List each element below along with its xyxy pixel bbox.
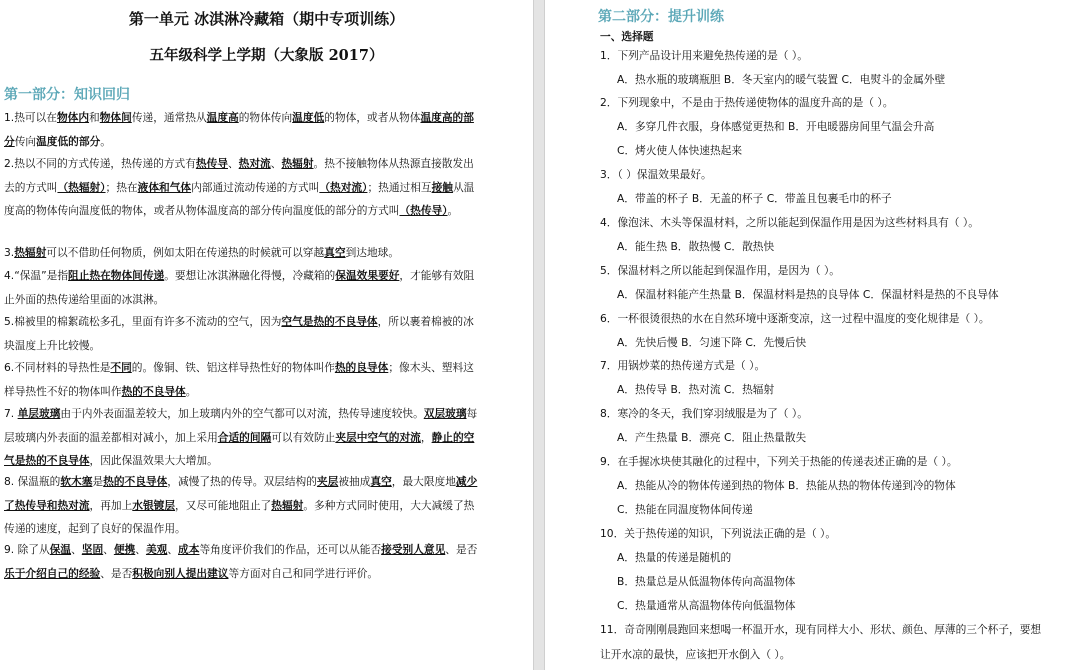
underlined-key-term: 静止的空气是热的不良导体 (4, 430, 475, 467)
section-heading-knowledge: 第一部分：知识回归 (4, 87, 130, 103)
knowledge-paragraph (4, 241, 482, 265)
paragraph-text: 、是否 (445, 543, 478, 556)
answer-options: C．热能在同温度物体间传递 (617, 503, 753, 516)
knowledge-paragraph (4, 470, 482, 541)
underlined-key-term: 双层玻璃 (423, 407, 467, 420)
paragraph-text: ， (420, 430, 432, 444)
underlined-key-term: 不同 (110, 361, 132, 374)
paragraph-text: 。要想让冰淇淋融化得慢，冷藏箱的 (164, 269, 336, 282)
underlined-key-term: 物体间 (99, 111, 132, 124)
paragraph-text: 可以不借助任何物质，例如太阳在传递热的时候就可以穿越 (46, 246, 325, 259)
knowledge-paragraph (4, 106, 482, 153)
underlined-key-term: （热对流） (319, 180, 368, 194)
paragraph-text: ；像木头、塑料这样导热性不好的物体叫作 (4, 361, 474, 398)
paragraph-text: ，又尽可能地阻止了 (175, 498, 272, 512)
underlined-key-term: 热辐射 (14, 246, 47, 259)
question-text: 6．一杯很烫很热的水在自然环境中逐渐变凉，这一过程中温度的变化规律是（ ）。 (600, 312, 990, 325)
underlined-key-term: 保温 (49, 543, 72, 556)
answer-options: C．热量通常从高温物体传向低温物体 (617, 599, 796, 612)
answer-options: A．保温材料能产生热量 B．保温材料是热的良导体 C．保温材料是热的不良导体 (617, 288, 999, 301)
page-divider (533, 0, 545, 670)
paragraph-text: 7. (4, 407, 18, 420)
underlined-key-term: 合适的间隔 (217, 430, 272, 444)
paragraph-text: 的物体传向 (238, 111, 293, 124)
paragraph-text: 8. 保温瓶的 (4, 475, 61, 488)
paragraph-text: ，减慢了热的传导。双层结构的 (167, 475, 317, 488)
paragraph-text: 到达地球。 (345, 246, 400, 259)
bold-key-term: 温度低的部分 (36, 134, 101, 148)
knowledge-paragraph (4, 152, 482, 223)
paragraph-text: 被抽成 (338, 475, 371, 488)
paragraph-text: ，因此保温效果大大增加。 (89, 454, 218, 467)
underlined-key-term: 热辐射 (271, 498, 304, 512)
answer-options: A．能生热 B．散热慢 C．散热快 (617, 240, 775, 253)
underlined-key-term: 空气是热的不良导体 (281, 315, 378, 328)
paragraph-text: 的物体，或者从物体 (324, 111, 421, 124)
paragraph-text: 从温度高的物体传向温度低的物体，或者从物体温度高的部分传向温度低的部分的方式叫 (4, 180, 475, 217)
underlined-key-term: 真空 (370, 475, 392, 488)
underlined-key-term: 物体内 (56, 111, 90, 124)
paragraph-text: ，才能够有效阻止外面的热传递给里面的冰淇淋。 (4, 269, 475, 306)
question-text: 5．保温材料之所以能起到保温作用，是因为（ ）。 (600, 264, 840, 277)
answer-options: A．热量的传递是随机的 (617, 551, 732, 564)
paragraph-text: 。 (185, 384, 197, 398)
underlined-key-term: 美观 (145, 543, 168, 556)
document-title: 第一单元 冰淇淋冷藏箱（期中专项训练） (128, 10, 405, 28)
paragraph-text: 。 (447, 204, 459, 217)
underlined-key-term: 阻止热在物体间传递 (68, 269, 165, 282)
underlined-key-term: 软木塞 (60, 475, 93, 488)
question-text: 1．下列产品设计用来避免热传递的是（ ）。 (600, 49, 808, 62)
question-text: 3．（ ）保温效果最好。 (600, 168, 712, 181)
underlined-key-term: 接受别人意见 (381, 543, 446, 556)
paragraph-text: 的。像铜、铁、铝这样导热性好的物体叫作 (131, 361, 335, 374)
section-heading-practice: 第二部分：提升训练 (598, 9, 724, 25)
paragraph-text: 、 (103, 543, 114, 556)
answer-options: A．多穿几件衣服，身体感觉更热和 B．开电暖器房间里气温会升高 (617, 120, 935, 133)
question-text: 8．寒冷的冬天，我们穿羽绒服是为了（ ）。 (600, 407, 808, 420)
paragraph-text: 1.热可以在 (4, 111, 57, 124)
knowledge-paragraph (4, 538, 482, 585)
paragraph-text: ，所以裹着棉被的冰块温度上升比较慢。 (4, 315, 474, 352)
paragraph-text: 5.棉被里的棉絮疏松多孔，里面有许多不流动的空气，因为 (4, 315, 282, 328)
paragraph-text: 。热不接触物体从热源直接散发出去的方式叫 (4, 157, 474, 194)
underlined-key-term: 坚固 (81, 543, 104, 556)
knowledge-paragraph (4, 356, 482, 403)
underlined-key-term: 热的良导体 (334, 361, 389, 374)
underlined-key-term: 夹层中空气的对流 (335, 430, 421, 444)
underlined-key-term: 乐于介绍自己的经验 (4, 566, 101, 580)
paragraph-text: 、 (135, 543, 146, 556)
question-text: 11．奇奇刚刚晨跑回来想喝一杯温开水，现有同样大小、形状、颜色、厚薄的三个杯子，要想 (600, 623, 1042, 636)
underlined-key-term: （热辐射） (57, 180, 106, 194)
answer-options: B．热量总是从低温物体传向高温物体 (617, 575, 796, 588)
underlined-key-term: 便携 (113, 543, 136, 556)
underlined-key-term: 单层玻璃 (17, 407, 61, 420)
question-text: 7．用锅炒菜的热传递方式是（ ）。 (600, 359, 766, 372)
underlined-key-term: 真空 (324, 246, 346, 259)
paragraph-text: 传递，通常热从 (131, 111, 207, 124)
paragraph-text: 等方面对自己和同学进行评价。 (228, 566, 379, 580)
subsection-heading: 一、选择题 (600, 30, 654, 43)
underlined-key-term: 温度高 (206, 111, 239, 124)
answer-options: A．产生热量 B．漂亮 C．阻止热量散失 (617, 431, 807, 444)
underlined-key-term: （热传导） (399, 204, 448, 217)
underlined-key-term: 成本 (178, 543, 200, 556)
paragraph-text: 、 (167, 543, 179, 556)
underlined-key-term: 减少了热传导和热对流 (4, 475, 478, 512)
underlined-key-term: 液体和气体 (137, 180, 192, 194)
underlined-key-term: 热的不良导体 (121, 384, 186, 398)
right-page (545, 0, 1080, 670)
question-text: 让开水凉的最快，应该把开水倒入（ ）。 (600, 648, 791, 661)
paragraph-text: 、 (270, 157, 282, 170)
paragraph-text: 传向 (14, 134, 37, 148)
answer-options: C．烤火使人体快速热起来 (617, 144, 743, 157)
underlined-key-term: 保温效果要好 (335, 269, 400, 282)
question-text: 4．像泡沫、木头等保温材料，之所以能起到保温作用是因为这些材料具有（ ）。 (600, 216, 979, 229)
paragraph-text: 内部通过流动传递的方式叫 (191, 180, 320, 194)
underlined-key-term: 积极向别人提出建议 (132, 566, 229, 580)
underlined-key-term: 接触 (431, 180, 453, 194)
paragraph-text: ；热通过相互 (367, 180, 432, 194)
paragraph-text: 、 (71, 543, 82, 556)
underlined-key-term: 温度低 (292, 111, 325, 124)
answer-options: A．先快后慢 B．匀速下降 C．先慢后快 (617, 336, 807, 349)
knowledge-paragraph (4, 264, 482, 311)
paragraph-text: 4.“保温”是指 (4, 269, 69, 282)
underlined-key-term: 水银镀层 (132, 498, 176, 512)
paragraph-text: 。 (100, 134, 111, 148)
paragraph-text: 、 (227, 157, 239, 170)
answer-options: A．热传导 B．热对流 C．热辐射 (617, 383, 775, 396)
underlined-key-term: 夹层 (316, 475, 339, 488)
underlined-key-term: 热辐射 (281, 157, 314, 170)
paragraph-text: 6.不同材料的导热性是 (4, 361, 111, 374)
paragraph-text: 9. 除了从 (4, 543, 50, 556)
paragraph-text: 。多种方式同时使用，大大减缓了热传递的速度，起到了良好的保温作用。 (4, 498, 475, 535)
knowledge-paragraph (4, 402, 482, 473)
paragraph-text: ，最大限度地 (391, 475, 456, 488)
paragraph-text: 等角度评价我们的作品，还可以从能否 (199, 543, 382, 556)
answer-options: A．热水瓶的玻璃瓶胆 B．冬天室内的暖气装置 C．电熨斗的金属外壁 (617, 73, 946, 86)
paragraph-text: ，再加上 (89, 498, 133, 512)
paragraph-text: 2.热以不同的方式传递，热传递的方式有 (4, 157, 196, 170)
underlined-key-term: 温度高的部分 (4, 111, 474, 148)
answer-options: A．热能从冷的物体传递到热的物体 B．热能从热的物体传递到冷的物体 (617, 479, 956, 492)
paragraph-text: 3. (4, 246, 15, 259)
question-text: 10．关于热传递的知识，下列说法正确的是（ ）。 (600, 527, 837, 540)
paragraph-text: 是 (92, 475, 104, 488)
paragraph-text: 可以有效防止 (271, 430, 336, 444)
document-subtitle: 五年级科学上学期（大象版 2017） (149, 47, 384, 64)
paragraph-text: 由于内外表面温差较大，加上玻璃内外的空气都可以对流，热传导速度较快。 (60, 407, 424, 420)
paragraph-text: ；热在 (105, 180, 138, 194)
underlined-key-term: 热传导 (195, 157, 228, 170)
question-text: 2．下列现象中，不是由于热传递使物体的温度升高的是（ ）。 (600, 96, 894, 109)
answer-options: A．带盖的杯子 B．无盖的杯子 C．带盖且包裹毛巾的杯子 (617, 192, 892, 205)
knowledge-paragraph (4, 310, 482, 357)
question-text: 9．在手握冰块使其融化的过程中，下列关于热能的传递表述正确的是（ ）。 (600, 455, 958, 468)
underlined-key-term: 热的不良导体 (103, 475, 168, 488)
paragraph-text: 每层玻璃内外表面的温差都相对减小，加上采用 (4, 407, 478, 444)
underlined-key-term: 热对流 (238, 157, 271, 170)
left-page (0, 0, 533, 670)
paragraph-text: 、是否 (100, 566, 133, 580)
paragraph-text: 和 (89, 111, 100, 124)
